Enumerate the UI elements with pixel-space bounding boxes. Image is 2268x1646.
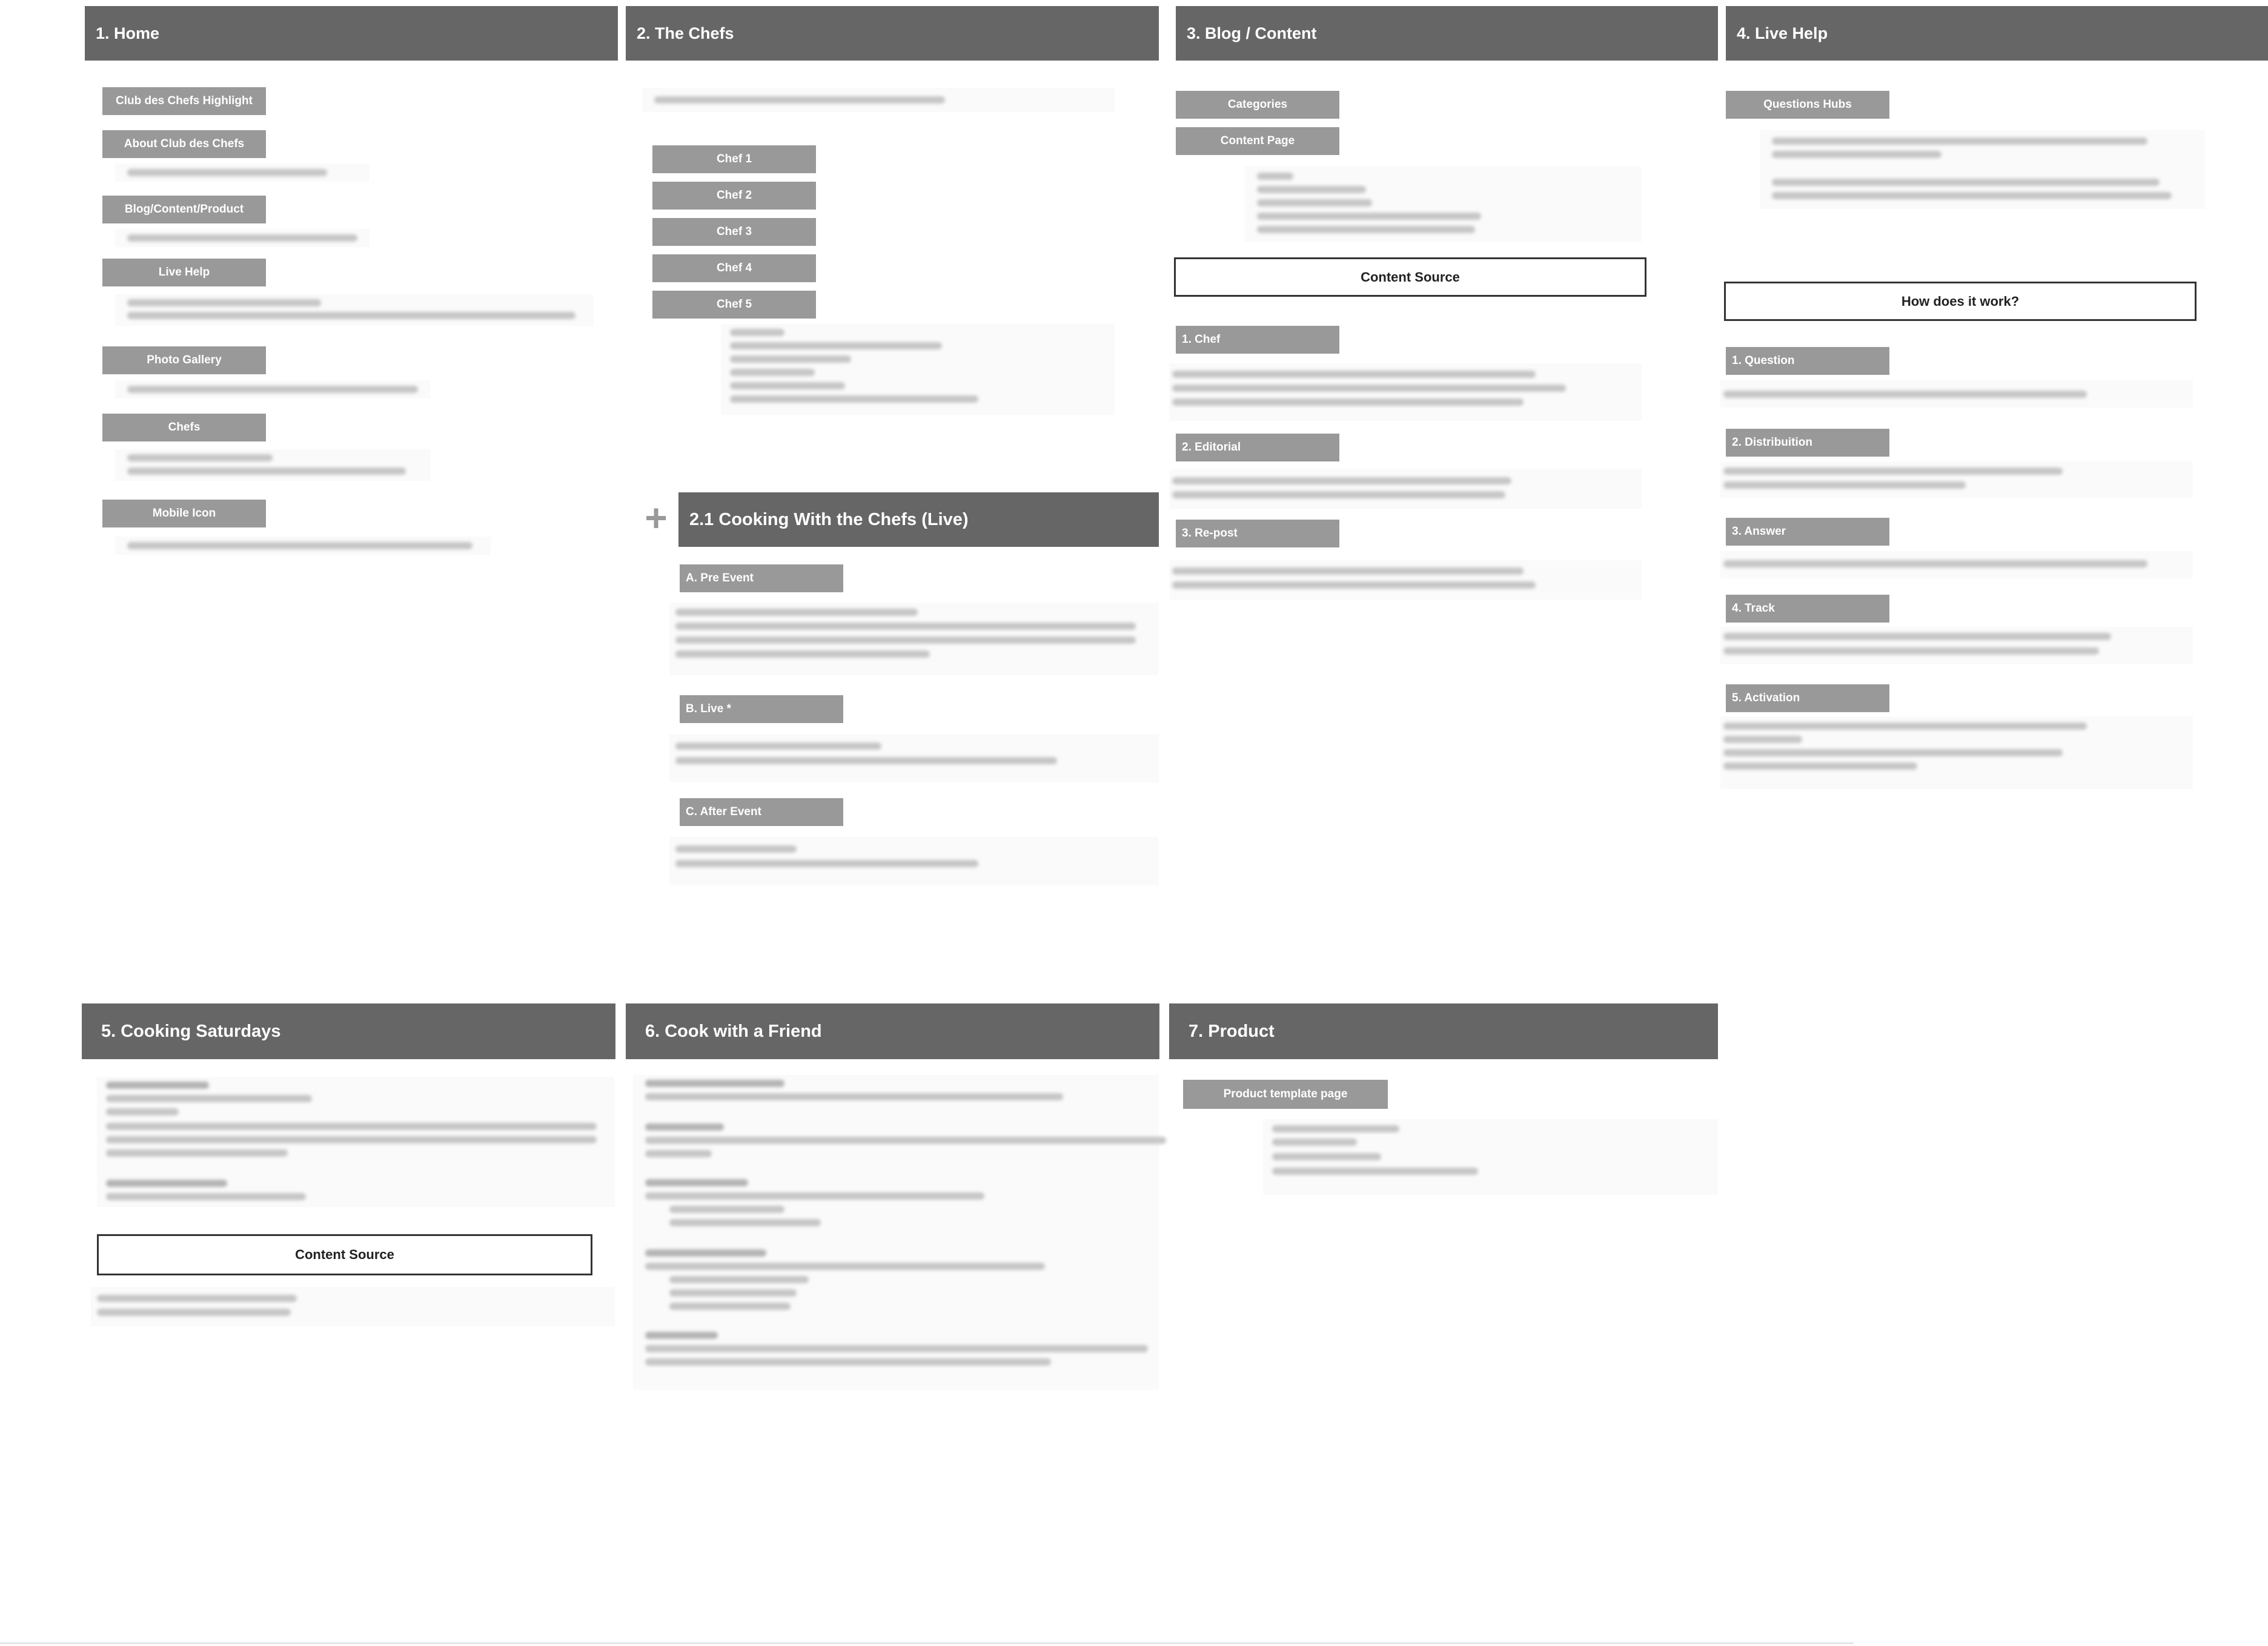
home-item-livehelp: Live Help (102, 259, 266, 286)
saturdays-content-source-box: Content Source (97, 1234, 592, 1275)
home-blog-notes (115, 229, 370, 247)
live-live-notes (669, 734, 1159, 782)
home-item-gallery: Photo Gallery (102, 346, 266, 374)
blog-content-source-box: Content Source (1174, 257, 1646, 297)
blog-source-editorial: 2. Editorial (1176, 434, 1339, 461)
saturdays-source-notes (91, 1287, 615, 1326)
section-header-cooking-saturdays: 5. Cooking Saturdays (82, 1003, 615, 1059)
livehelp-questions-hub: Questions Hubs (1726, 91, 1889, 119)
section-header-cooking-live: 2.1 Cooking With the Chefs (Live) (678, 492, 1159, 547)
live-pre-notes (669, 603, 1159, 675)
home-item-highlight: Club des Chefs Highlight (102, 87, 266, 115)
cook-friend-notes (633, 1075, 1159, 1390)
blog-repost-notes (1169, 560, 1642, 600)
home-item-chefs: Chefs (102, 414, 266, 441)
live-phase-after: C. After Event (680, 798, 843, 826)
livehelp-hub-notes (1760, 130, 2205, 209)
blog-source-chef: 1. Chef (1176, 326, 1339, 354)
section-header-cook-friend: 6. Cook with a Friend (626, 1003, 1159, 1059)
livehelp-question-notes (1720, 380, 2193, 408)
livehelp-step-question: 1. Question (1726, 347, 1889, 375)
home-gallery-notes (115, 380, 430, 398)
blog-source-repost: 3. Re-post (1176, 520, 1339, 547)
livehelp-step-distribution: 2. Distribuition (1726, 429, 1889, 457)
chef-item-2: Chef 2 (652, 182, 816, 210)
livehelp-step-activation: 5. Activation (1726, 684, 1889, 712)
chef-item-4: Chef 4 (652, 254, 816, 282)
home-mobile-notes (115, 537, 491, 555)
chefs-intro-notes (642, 88, 1115, 112)
section-header-blog: 3. Blog / Content (1176, 6, 1718, 61)
live-phase-pre: A. Pre Event (680, 564, 843, 592)
home-chefs-notes (115, 449, 430, 481)
blog-content-notes (1245, 167, 1642, 242)
home-item-about: About Club des Chefs (102, 130, 266, 158)
home-item-blog: Blog/Content/Product (102, 196, 266, 223)
chef-detail-notes (721, 324, 1115, 415)
blog-editorial-notes (1169, 469, 1642, 509)
livehelp-answer-notes (1720, 551, 2193, 578)
livehelp-track-notes (1720, 627, 2193, 664)
chef-item-5: Chef 5 (652, 291, 816, 319)
saturdays-notes (97, 1077, 615, 1207)
blog-chef-notes (1169, 363, 1642, 421)
blog-item-categories: Categories (1176, 91, 1339, 119)
livehelp-activation-notes (1720, 716, 2193, 789)
product-template-page: Product template page (1183, 1080, 1388, 1109)
home-item-mobile: Mobile Icon (102, 500, 266, 527)
bottom-divider (0, 1642, 1854, 1644)
blog-item-content-page: Content Page (1176, 127, 1339, 155)
livehelp-step-track: 4. Track (1726, 595, 1889, 623)
live-after-notes (669, 837, 1159, 885)
home-about-notes (115, 164, 370, 182)
livehelp-distribution-notes (1720, 461, 2193, 498)
live-phase-live: B. Live * (680, 695, 843, 723)
section-header-chefs: 2. The Chefs (626, 6, 1159, 61)
home-livehelp-notes (115, 294, 594, 326)
chef-item-1: Chef 1 (652, 145, 816, 173)
product-notes (1263, 1119, 1717, 1195)
section-header-livehelp: 4. Live Help (1726, 6, 2268, 61)
livehelp-step-answer: 3. Answer (1726, 518, 1889, 546)
livehelp-how-it-works-box: How does it work? (1724, 282, 2197, 321)
section-header-home: 1. Home (85, 6, 618, 61)
section-header-product: 7. Product (1169, 1003, 1718, 1059)
chef-item-3: Chef 3 (652, 218, 816, 246)
plus-icon: + (645, 496, 668, 540)
